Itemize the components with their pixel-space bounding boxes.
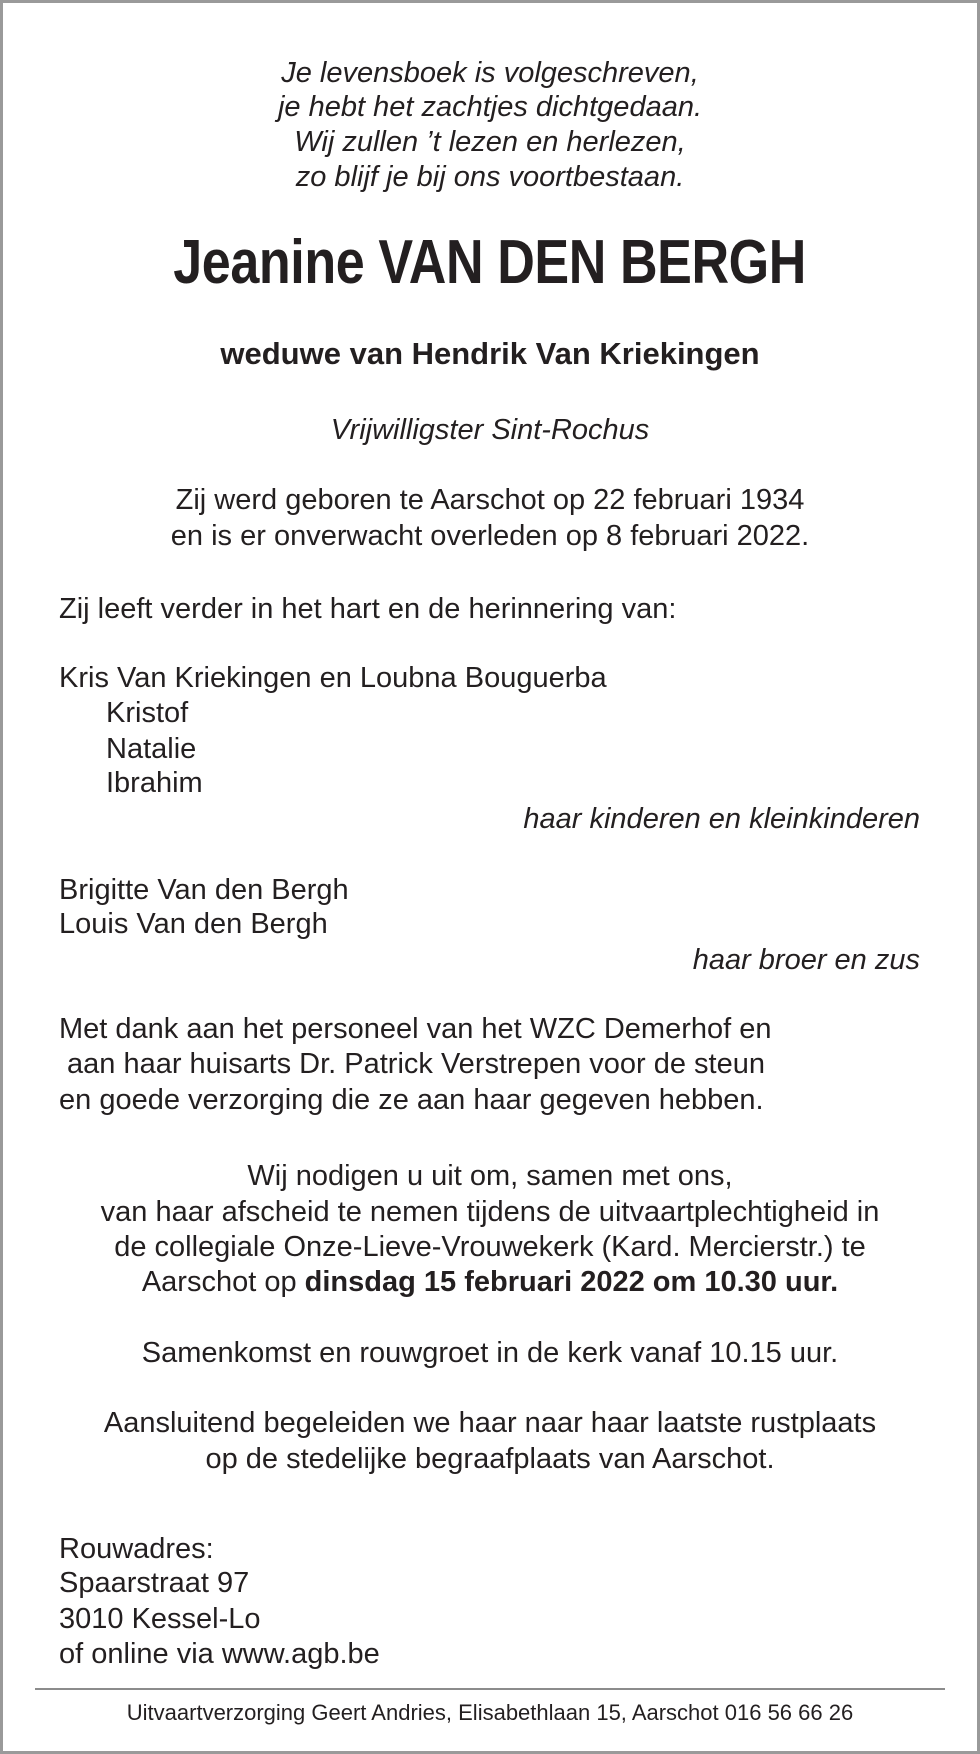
address-online: of online via www.agb.be: [59, 1638, 380, 1670]
address-label: Rouwadres:: [59, 1533, 214, 1565]
address-city: 3010 Kessel-Lo: [59, 1603, 261, 1635]
burial-line: op de stedelijke begraafplaats van Aarschot.: [205, 1443, 775, 1475]
subtitle: weduwe van Hendrik Van Kriekingen: [220, 336, 760, 371]
divider: [35, 1688, 945, 1690]
relation-label: haar broer en zus: [692, 944, 920, 976]
sibling: Brigitte Van den Bergh: [59, 874, 349, 906]
birth-line: Zij werd geboren te Aarschot op 22 februari 1934: [175, 484, 805, 516]
poem-line: Je levensboek is volgeschreven,: [281, 57, 699, 89]
thanks-line: en goede verzorging die ze aan haar gegeven hebben.: [59, 1084, 764, 1116]
poem-line: Wij zullen ’t lezen en herlezen,: [294, 126, 686, 158]
deceased-name: [0, 228, 980, 298]
thanks-line: aan haar huisarts Dr. Patrick Verstrepen voor de steun: [67, 1048, 765, 1080]
grandchild: Ibrahim: [106, 767, 203, 799]
invite-line: de collegiale Onze-Lieve-Vrouwekerk (Kard. Mercierstr.) te: [114, 1231, 866, 1263]
poem-line: je hebt het zachtjes dichtgedaan.: [277, 91, 703, 123]
thanks-line: Met dank aan het personeel van het WZC Demerhof en: [59, 1013, 772, 1045]
relation-label: haar kinderen en kleinkinderen: [523, 803, 920, 835]
death-line: en is er onverwacht overleden op 8 februari 2022.: [170, 520, 810, 552]
address-street: Spaarstraat 97: [59, 1567, 250, 1599]
grandchild: Kristof: [106, 697, 189, 729]
role: Vrijwilligster Sint-Rochus: [330, 414, 650, 446]
grandchild: Natalie: [106, 733, 197, 765]
invite-prefix: Aarschot op: [141, 1266, 305, 1298]
intro: Zij leeft verder in het hart en de herinnering van:: [59, 593, 677, 625]
invite-line: van haar afscheid te nemen tijdens de uitvaartplechtigheid in: [100, 1196, 880, 1228]
invite-line: Wij nodigen u uit om, samen met ons,: [247, 1160, 733, 1192]
invite-line: [0, 1265, 980, 1299]
deceased-name-text: Jeanine VAN DEN BERGH: [173, 228, 807, 297]
gathering: Samenkomst en rouwgroet in de kerk vanaf 10.15 uur.: [141, 1337, 839, 1369]
family-parent: Kris Van Kriekingen en Loubna Bouguerba: [59, 662, 607, 694]
poem-line: zo blijf je bij ons voortbestaan.: [295, 161, 685, 193]
burial-line: Aansluitend begeleiden we haar naar haar laatste rustplaats: [103, 1407, 877, 1439]
sibling: Louis Van den Bergh: [59, 908, 328, 940]
funeral-datetime: dinsdag 15 februari 2022 om 10.30 uur.: [304, 1266, 839, 1298]
footer: Uitvaartverzorging Geert Andries, Elisabethlaan 15, Aarschot 016 56 66 26: [126, 1700, 854, 1725]
